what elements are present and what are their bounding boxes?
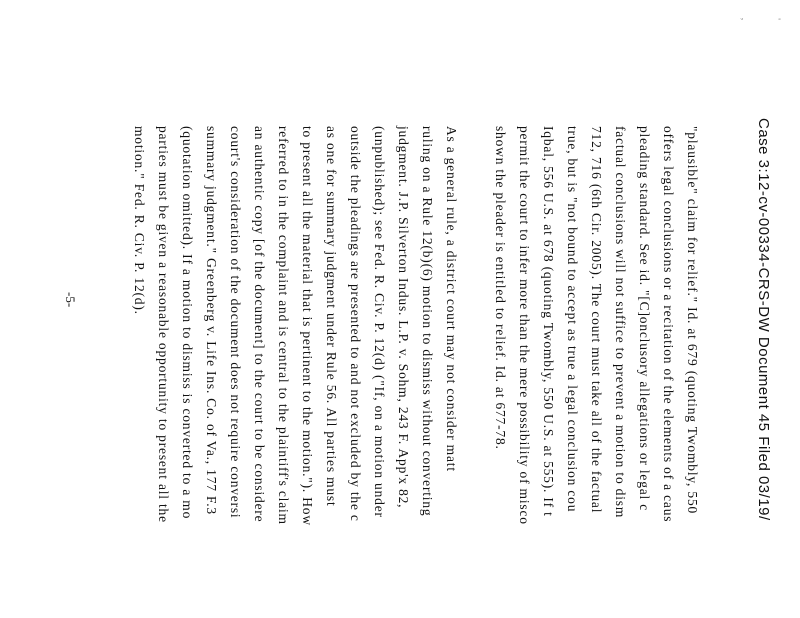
text-line: judgment. J.P. Silverton Indus. L.P. v. Sohm, 243 F. App'x 82, [396, 126, 411, 509]
text-line: true, but is "not bound to accept as true a legal conclusion cou [565, 126, 580, 513]
text-line: court's consideration of the document does not require conversi [228, 126, 243, 519]
text-line: permit the court to infer more than the mere possibility of misco [517, 126, 532, 525]
text-line: motion." Fed. R. Civ. P. 12(d). [132, 126, 147, 315]
page-number: -5- [63, 292, 78, 308]
text-line: (unpublished); see Fed. R. Civ. P. 12(d) ("If, on a motion under [372, 126, 387, 518]
text-line: "plausible" claim for relief." Id. at 679 (quoting Twombly, 550 [685, 126, 700, 515]
text-line: (quotation omitted). If a motion to dismiss is converted to a mo [180, 126, 195, 520]
text-line: ruling on a Rule 12(b)(6) motion to dismiss without converting [420, 126, 435, 517]
text-line: factual conclusions will not suffice to prevent a motion to dism [613, 126, 628, 519]
text-line: parties must be given a reasonable opportunity to present all the [156, 126, 171, 523]
text-line: referred to in the complaint and is central to the plaintiff's claim [276, 126, 291, 525]
text-line: outside the pleadings are presented to and not excluded by the c [348, 126, 363, 522]
text-line: to present all the material that is pertinent to the motion."). How [300, 126, 315, 526]
text-line: 712, 716 (6th Cir. 2005). The court must take all of the factual [589, 126, 604, 514]
corner-mark: ' [771, 18, 782, 20]
case-header: Case 3:12-cv-00334-CRS-DW Document 45 Filed 03/19/ [755, 118, 772, 521]
text-line: an authentic copy [of the document] to the court to be considere [252, 126, 267, 523]
text-line: Iqbal, 556 U.S. at 678 (quoting Twombly, 550 U.S. at 555). If t [541, 126, 556, 517]
text-line: summary judgment." Greenberg v. Life Ins. Co. of Va., 177 F.3 [204, 126, 219, 515]
text-line: As a general rule, a district court may not consider matt [444, 126, 459, 472]
corner-mark: , [740, 17, 751, 21]
text-line: offers legal conclusions or a recitation of the elements of a caus [661, 126, 676, 523]
text-line: as one for summary judgment under Rule 56. All parties must [324, 126, 339, 507]
text-line: pleading standard. See id. "[C]onclusory allegations or legal c [637, 126, 652, 512]
text-line: shown the pleader is entitled to relief. Id. at 677-78. [493, 126, 508, 450]
